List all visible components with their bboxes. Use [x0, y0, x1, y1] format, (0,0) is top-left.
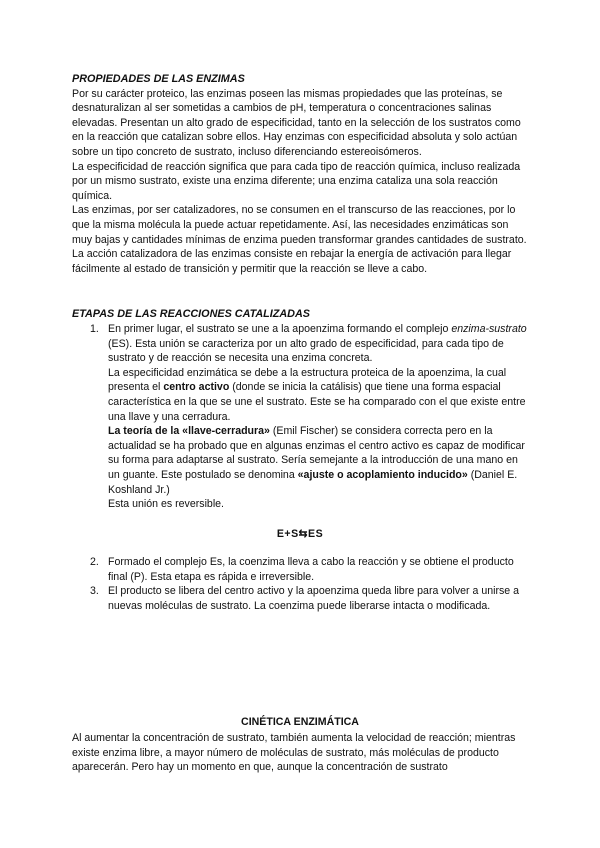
- paragraph-3: Las enzimas, por ser catalizadores, no se consumen en el transcurso de las reacciones, por lo que la misma molécula la puede actuar repetidamente. Así, las necesidades enzimáticas son muy bajas y cantidades mínimas de enzima pueden transformar grandes cantidades de sustrato.: [72, 204, 527, 246]
- list-number: 2.: [90, 556, 99, 568]
- paragraph-2: La especificidad de reacción significa que para cada tipo de reacción química, incluso realizada por un mismo sustrato, existe una enzima diferente; una enzima cataliza una sola reacción química.: [72, 160, 521, 202]
- list-item-2: [72, 555, 528, 584]
- item1-text-d: Esta unión es reversible.: [108, 498, 225, 511]
- paragraph-cinetica: Al aumentar la concentración de sustrato, también aumenta la velocidad de reacción; mientras existe enzima libre, a mayor número de moléculas de sustrato, más moléculas de producto aparecerán. Pero hay un momento en que, aunque la concentración de sustrato: [72, 732, 516, 774]
- item1-text-b: La especificidad enzimática se debe a la estructura proteica de la apoenzima, la cual presenta el centro activo (donde se inicia la catálisis) que tiene una forma espacial característica en la que se une el sustrato. Este se ha comparado con el que existe entre una llave y una cerradura.: [108, 366, 526, 423]
- item1-text-c: La teoría de la «llave-cerradura» (Emil Fischer) se considera correcta pero en la actualidad se ha probado que en algunas enzimas el centro activo es capaz de modificar su forma para adaptarse al sustrato. Sería semejante a la introducción de una mano en un guante. Este postulado se denomina «ajuste o acoplamiento inducido» (Daniel E. Koshland Jr.): [108, 425, 525, 496]
- equation: E+S⇆ES: [276, 528, 324, 540]
- list-number: 1.: [90, 323, 99, 335]
- section-title-etapas: ETAPAS DE LAS REACCIONES CATALIZADAS: [72, 308, 310, 320]
- section-cinetica: [72, 731, 528, 775]
- section-title-propiedades: PROPIEDADES DE LAS ENZIMAS: [72, 73, 245, 85]
- item1-text-a: En primer lugar, el sustrato se une a la apoenzima formando el complejo enzima-sustrato (ES). Esta unión se caracteriza por un alto grado de especificidad, para cada tipo de sustrato y de reacción se necesita una enzima concreta.: [108, 323, 527, 365]
- paragraph-4: La acción catalizadora de las enzimas consiste en rebajar la energía de activación para llegar fácilmente al estado de transición y permitir que la reacción se lleve a cabo.: [72, 248, 512, 275]
- list-item-3: [72, 584, 528, 613]
- section-etapas-header: [72, 307, 528, 322]
- paragraph-1: Por su carácter proteico, las enzimas poseen las mismas propiedades que las proteínas, se desnaturalizan al ser sometidas a cambios de pH, temperatura o concentraciones salinas elevadas. Presentan un alto grado de especificidad, tanto en la selección de los sustratos como en la reacción que catalizan sobre ellos. Hay enzimas con especificidad absoluta y solo actúan sobre un tipo concreto de sustrato, incluso diferenciando estereoisómeros.: [72, 87, 521, 158]
- section-propiedades: [72, 72, 528, 276]
- section-title-cinetica: CINÉTICA ENZIMÁTICA: [241, 716, 359, 728]
- list-item-1: [72, 322, 528, 512]
- item2-text: Formado el complejo Es, la coenzima lleva a cabo la reacción y se obtiene el producto final (P). Esta etapa es rápida e irreversible.: [108, 556, 514, 583]
- list-items-2-3: [72, 555, 528, 613]
- list-number: 3.: [90, 585, 99, 598]
- item3-text: El producto se libera del centro activo y la apoenzima queda libre para volver a unirse a nuevas moléculas de sustrato. La coenzima puede liberarse intacta o modificada.: [108, 585, 520, 612]
